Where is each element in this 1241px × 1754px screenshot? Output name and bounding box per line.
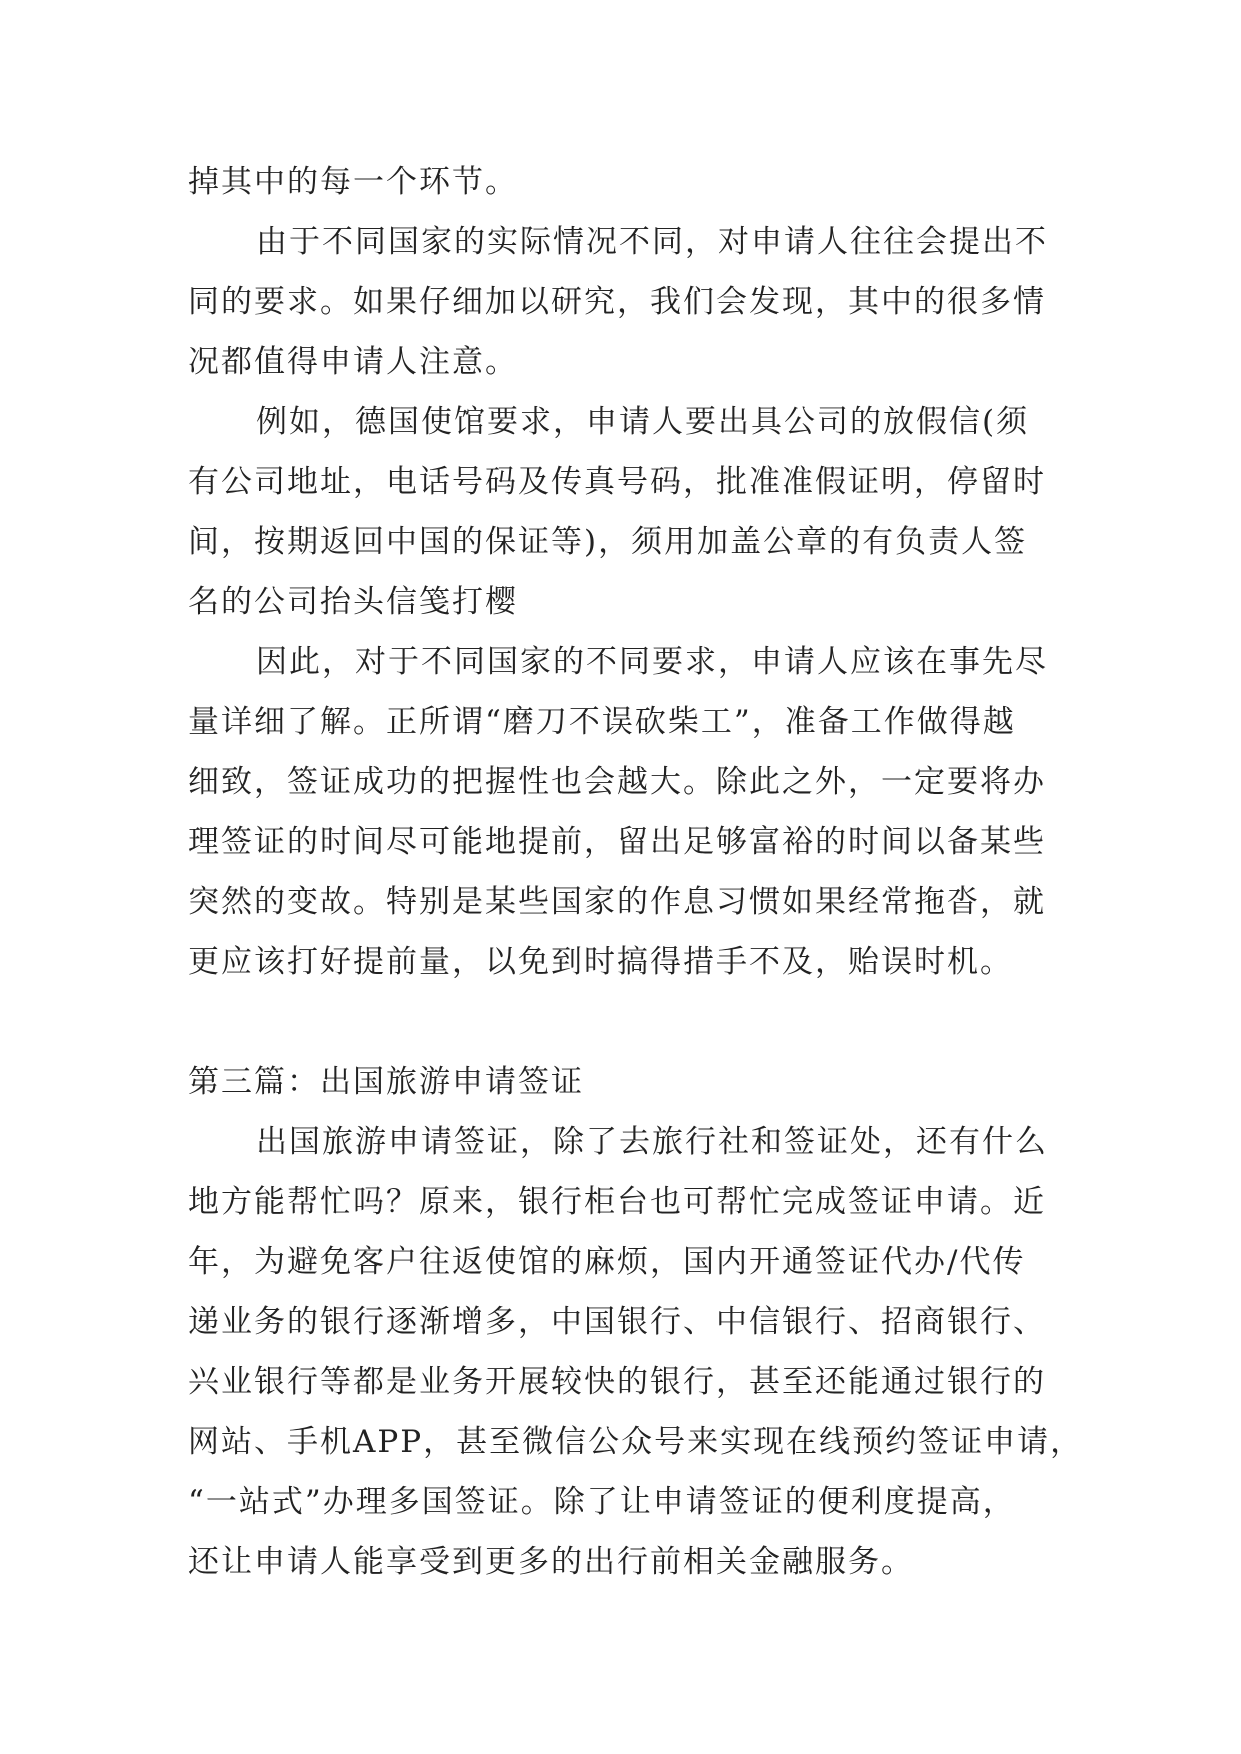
paragraph-line: 间，按期返回中国的保证等)，须用加盖公章的有负责人签 [188, 524, 1028, 560]
paragraph-line: 出国旅游申请签证，除了去旅行社和签证处，还有什么 [256, 1124, 1048, 1160]
paragraph-line: “一站式”办理多国签证。除了让申请签证的便利度提高， [188, 1484, 1016, 1520]
paragraph [188, 212, 1088, 392]
paragraph-line: 更应该打好提前量，以免到时搞得措手不及，贻误时机。 [188, 944, 1013, 980]
paragraph [188, 632, 1088, 992]
paragraph-line: 递业务的银行逐渐增多，中国银行、中信银行、招商银行、 [188, 1304, 1046, 1340]
paragraph-line: 掉其中的每一个环节。 [188, 164, 518, 200]
section-heading: 第三篇：出国旅游申请签证 [188, 1064, 584, 1100]
paragraph-line: 由于不同国家的实际情况不同，对申请人往往会提出不 [256, 224, 1048, 260]
paragraph-line: 还让申请人能享受到更多的出行前相关金融服务。 [188, 1544, 914, 1580]
paragraph-line: 例如，德国使馆要求，申请人要出具公司的放假信(须 [256, 404, 1030, 440]
paragraph-line: 因此，对于不同国家的不同要求，申请人应该在事先尽 [256, 644, 1048, 680]
paragraph-line: 况都值得申请人注意。 [188, 344, 518, 380]
paragraph [188, 392, 1088, 632]
document-body [188, 152, 1088, 1592]
paragraph-line: 突然的变故。特别是某些国家的作息习惯如果经常拖沓，就 [188, 884, 1046, 920]
paragraph-line: 同的要求。如果仔细加以研究，我们会发现，其中的很多情 [188, 284, 1046, 320]
paragraph-line: 兴业银行等都是业务开展较快的银行，甚至还能通过银行的 [188, 1364, 1046, 1400]
paragraph [188, 1112, 1088, 1592]
paragraph [188, 152, 1088, 212]
paragraph-line: 理签证的时间尽可能地提前，留出足够富裕的时间以备某些 [188, 824, 1046, 860]
paragraph-line: 有公司地址，电话号码及传真号码，批准准假证明，停留时 [188, 464, 1046, 500]
paragraph-line: 量详细了解。正所谓“磨刀不误砍柴工”，准备工作做得越 [188, 704, 1016, 740]
spacer [188, 992, 1088, 1052]
paragraph-line: 年，为避免客户往返使馆的麻烦，国内开通签证代办/代传 [188, 1244, 1026, 1280]
paragraph-line: 地方能帮忙吗？原来，银行柜台也可帮忙完成签证申请。近 [188, 1184, 1046, 1220]
paragraph-line: 细致，签证成功的把握性也会越大。除此之外，一定要将办 [188, 764, 1046, 800]
paragraph-line: 名的公司抬头信笺打樱 [188, 584, 518, 620]
paragraph-line: 网站、手机APP，甚至微信公众号来实现在线预约签证申请， [188, 1424, 1084, 1460]
